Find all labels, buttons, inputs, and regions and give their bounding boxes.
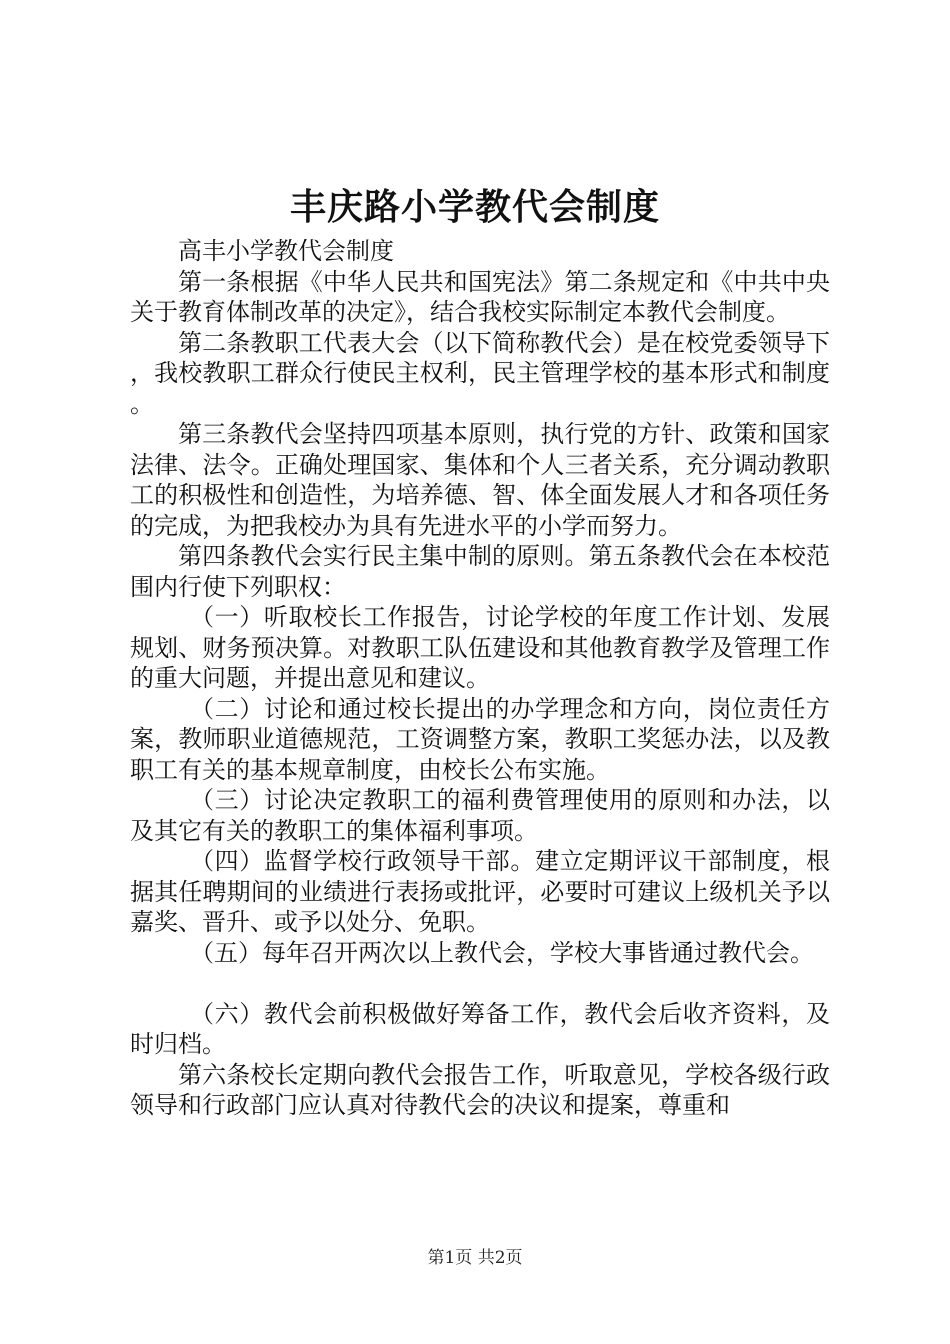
article-6-paragraph: 第六条校长定期向教代会报告工作，听取意见，学校各级行政领导和行政部门应认真对待教代会的决议和提案，尊重和 <box>130 1060 830 1119</box>
item-2-paragraph: （二）讨论和通过校长提出的办学理念和方向，岗位责任方案，教师职业道德规范，工资调整方案，教职工奖惩办法，以及教职工有关的基本规章制度，由校长公布实施。 <box>130 694 830 784</box>
article-2-paragraph: 第二条教职工代表大会（以下简称教代会）是在校党委领导下，我校教职工群众行使民主权利，民主管理学校的基本形式和制度。 <box>130 328 830 418</box>
item-3-paragraph: （三）讨论决定教职工的福利费管理使用的原则和办法，以及其它有关的教职工的集体福利事项。 <box>130 786 830 845</box>
page-footer: 第1页 共2页 <box>427 1248 523 1268</box>
item-4-paragraph: （四）监督学校行政领导干部。建立定期评议干部制度，根据其任聘期间的业绩进行表扬或批评，必要时可建议上级机关予以嘉奖、晋升、或予以处分、免职。 <box>130 847 830 936</box>
article-1-paragraph: 第一条根据《中华人民共和国宪法》第二条规定和《中共中央关于教育体制改革的决定》，结合我校实际制定本教代会制度。 <box>130 267 830 326</box>
item-6-paragraph: （六）教代会前积极做好筹备工作，教代会后收齐资料，及时归档。 <box>130 999 830 1058</box>
document-title: 丰庆路小学教代会制度 <box>289 186 660 228</box>
item-1-paragraph: （一）听取校长工作报告，讨论学校的年度工作计划、发展规划、财务预决算。对教职工队伍建设和其他教育教学及管理工作的重大问题，并提出意见和建议。 <box>130 603 830 692</box>
subtitle-paragraph: 高丰小学教代会制度 <box>178 237 394 265</box>
article-4-5-paragraph: 第四条教代会实行民主集中制的原则。第五条教代会在本校范围内行使下列职权： <box>130 542 830 601</box>
document-body <box>130 236 830 1121</box>
item-5-paragraph: （五）每年召开两次以上教代会，学校大事皆通过教代会。 <box>190 938 814 967</box>
article-3-paragraph: 第三条教代会坚持四项基本原则，执行党的方针、政策和国家法律、法令。正确处理国家、集体和个人三者关系，充分调动教职工的积极性和创造性，为培养德、智、体全面发展人才和各项任务的完成，为把我校办为具有先进水平的小学而努力。 <box>130 420 830 540</box>
